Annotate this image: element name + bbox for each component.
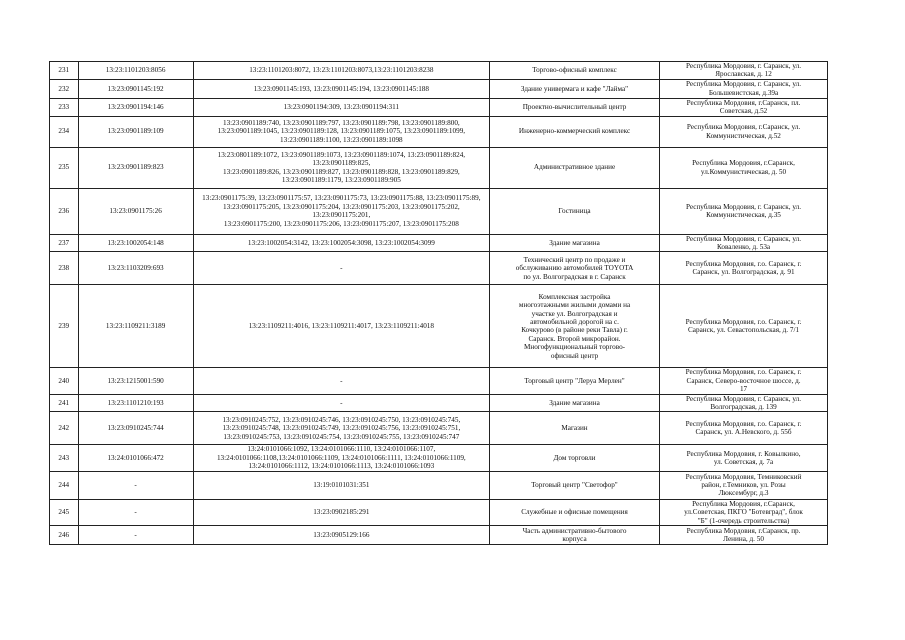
address-line: Республика Мордовия, г.Саранск,	[692, 159, 795, 168]
table-row	[50, 471, 828, 499]
address-line: Саранск, ул. Волгоградская, д. 91	[692, 268, 795, 277]
premises-cadastral-numbers-line: 13:19:0101031:351	[313, 480, 370, 489]
premises-cadastral-numbers	[193, 98, 489, 116]
table-row	[50, 445, 828, 471]
building-name-line: обслуживанию автомобилей TOYOTA	[515, 264, 634, 273]
building-name-line: Проектно-вычислительный центр	[522, 103, 627, 112]
building-name	[489, 445, 659, 471]
premises-cadastral-numbers-line: 13:23:0901145:193, 13:23:0901145:194, 13:23:0901145:188	[253, 84, 429, 93]
address-line: Республика Мордовия, г.о. Саранск, г.	[685, 420, 802, 429]
premises-cadastral-numbers	[193, 234, 489, 252]
address-line: Саранск, ул. Севастопольская, д. 7/1	[688, 326, 800, 335]
address	[660, 79, 828, 98]
address	[660, 116, 828, 147]
building-name-line: многоэтажными жилыми домами на	[518, 301, 631, 310]
premises-cadastral-numbers-line: 13:23:0901175:39, 13:23:0901175:57, 13:23:0901175:73, 13:23:0901175:88, 13:23:0901175:89,	[202, 194, 481, 203]
premises-cadastral-numbers	[193, 188, 489, 234]
address-line: Саранск, ул. А.Невского, д. 55б	[695, 428, 792, 437]
building-name-line: Дом торговли	[553, 453, 596, 462]
row-number: 236	[50, 188, 79, 234]
address-line: Саранск, Северо-восточное шоссе, д.	[686, 376, 801, 385]
cadastral-number: 13:23:1101210:193	[78, 394, 193, 412]
address-line: 17	[739, 385, 748, 394]
address	[660, 188, 828, 234]
table-row	[50, 116, 828, 147]
premises-cadastral-numbers	[193, 252, 489, 285]
premises-cadastral-numbers-line: 13:24:0101066:1092, 13:24:0101066:1110, 13:24:0101066:1107,	[247, 445, 436, 454]
table-row	[50, 147, 828, 188]
address	[660, 445, 828, 471]
cadastral-number: 13:23:1002054:148	[78, 234, 193, 252]
premises-cadastral-numbers	[193, 79, 489, 98]
building-name-line: Здание универмага и кафе "Лайма"	[520, 84, 629, 93]
premises-cadastral-numbers-line: -	[340, 264, 343, 273]
cadastral-number: 13:23:0901189:109	[78, 116, 193, 147]
address-line: Республика Мордовия, г.о. Саранск, г.	[685, 260, 802, 269]
address-line: Советская, д.52	[719, 107, 768, 116]
building-name	[489, 116, 659, 147]
row-number: 233	[50, 98, 79, 116]
cadastral-number: 13:23:0901175:26	[78, 188, 193, 234]
table-row	[50, 188, 828, 234]
premises-cadastral-numbers	[193, 525, 489, 544]
address-line: Республика Мордовия, г. Саранск, ул.	[685, 80, 802, 89]
row-number: 234	[50, 116, 79, 147]
address	[660, 98, 828, 116]
row-number: 240	[50, 368, 79, 394]
building-name	[489, 368, 659, 394]
address-line: ул. Советская, д. 7а	[713, 458, 774, 467]
table-row	[50, 394, 828, 412]
building-name-line: Здание магазина	[549, 238, 600, 247]
premises-cadastral-numbers-line: 13:23:0901189:1045, 13:23:0901189:128, 13:23:0901189:1075, 13:23:0901189:1099,	[217, 127, 466, 136]
cadastral-number: -	[78, 525, 193, 544]
address-line: Республика Мордовия, г.Саранск,	[692, 499, 795, 508]
premises-cadastral-numbers	[193, 62, 489, 80]
address	[660, 234, 828, 252]
table-row	[50, 234, 828, 252]
premises-cadastral-numbers	[193, 445, 489, 471]
table-row	[50, 525, 828, 544]
row-number: 244	[50, 471, 79, 499]
address-line: Коваленко, д. 53а	[716, 243, 771, 252]
table-row	[50, 252, 828, 285]
cadastral-number: 13:23:0901189:823	[78, 147, 193, 188]
cadastral-number: 13:23:0910245:744	[78, 412, 193, 445]
address	[660, 252, 828, 285]
building-name	[489, 471, 659, 499]
premises-cadastral-numbers-line: 13:23:1002054:3142, 13:23:1002054:3098, 13:23:1002054:3099	[247, 238, 435, 247]
premises-cadastral-numbers	[193, 368, 489, 394]
building-name-line: Торговый центр "Леруа Мерлен"	[524, 376, 625, 385]
address-line: Коммунистическая, д.35	[706, 211, 781, 220]
address	[660, 368, 828, 394]
building-name	[489, 412, 659, 445]
building-name	[489, 252, 659, 285]
address-line: Республика Мордовия, Темниковский	[685, 472, 802, 481]
building-name-line: Инженерно-коммерческий комплекс	[518, 127, 631, 136]
address-line: Коммунистическая, д.52	[706, 131, 781, 140]
premises-cadastral-numbers-line: -	[340, 398, 343, 407]
table-row	[50, 412, 828, 445]
address	[660, 412, 828, 445]
building-name-line: Технический центр по продаже и	[523, 255, 626, 264]
row-number: 242	[50, 412, 79, 445]
address-line: Республика Мордовия, г. Саранск, ул.	[685, 234, 802, 243]
address-line: Республика Мордовия, г. Саранск, ул.	[685, 202, 802, 211]
building-name-line: Комплексная застройка	[538, 292, 611, 301]
row-number: 231	[50, 62, 79, 80]
address	[660, 62, 828, 80]
table-row	[50, 499, 828, 525]
premises-cadastral-numbers-line: 13:24:0101066:1112, 13:24:0101066:1113, 13:24:0101066:1093	[248, 462, 435, 471]
address	[660, 471, 828, 499]
cadastral-number: -	[78, 471, 193, 499]
premises-cadastral-numbers-line: 13:23:0901189:1179, 13:23:0901189:905	[281, 176, 401, 185]
premises-cadastral-numbers-line: 13:23:0910245:748, 13:23:0910245:749, 13:23:0910245:756, 13:23:0910245:751,	[222, 424, 461, 433]
address	[660, 525, 828, 544]
building-name	[489, 147, 659, 188]
premises-cadastral-numbers	[193, 394, 489, 412]
address	[660, 394, 828, 412]
address-line: Республика Мордовия, г.о. Саранск, г.	[685, 368, 802, 377]
address-line: Республика Мордовия, г.Саранск, пр.	[686, 526, 801, 535]
cadastral-number: 13:24:0101066:472	[78, 445, 193, 471]
table-row	[50, 79, 828, 98]
building-name	[489, 234, 659, 252]
premises-cadastral-numbers-line: 13:23:0901175:205, 13:23:0901175:204, 13:23:0901175:203, 13:23:0901175:202,	[222, 202, 460, 211]
premises-cadastral-numbers-line: 13:23:0901189:826, 13:23:0901189:827, 13:23:0901189:828, 13:23:0901189:829,	[222, 167, 460, 176]
cadastral-number: 13:23:0901194:146	[78, 98, 193, 116]
building-name	[489, 285, 659, 368]
address-line: район, г.Темников, ул. Розы	[701, 480, 786, 489]
building-name-line: Торговый центр "Светофор"	[531, 480, 618, 489]
building-name-line: Торгово-офисный комплекс	[532, 66, 617, 75]
row-number: 238	[50, 252, 79, 285]
cadastral-number: 13:23:1109211:3189	[78, 285, 193, 368]
premises-cadastral-numbers-line: 13:23:0901175:201,	[312, 211, 371, 220]
premises-cadastral-numbers-line: 13:24:0101066:1108,13:24:0101066:1109, 13:24:0101066:1111, 13:24:0101066:1109,	[216, 453, 466, 462]
premises-cadastral-numbers	[193, 412, 489, 445]
address-line: "Б" (1-очередь строительства)	[697, 516, 790, 525]
row-number: 237	[50, 234, 79, 252]
building-name-line: Часть административно-бытового	[522, 526, 627, 535]
premises-cadastral-numbers-line: 13:23:0801189:1072, 13:23:0901189:1073, 13:23:0901189:1074, 13:23:0901189:824,	[217, 150, 466, 159]
row-number: 232	[50, 79, 79, 98]
address-line: Республика Мордовия, г.о. Саранск, г.	[685, 318, 802, 327]
cadastral-number: 13:23:1215001:590	[78, 368, 193, 394]
building-name-line: Саранск. Второй микрорайон.	[528, 334, 621, 343]
premises-cadastral-numbers-line: 13:23:0901194:309, 13:23:0901194:311	[283, 103, 400, 112]
building-name	[489, 79, 659, 98]
building-name-line: Кочкурово (в районе реки Тавла) г.	[521, 326, 628, 335]
premises-cadastral-numbers-line: 13:23:1101203:8072, 13:23:1101203:8073,13:23:1101203:8238	[249, 66, 434, 75]
premises-cadastral-numbers-line: 13:23:0901189:825,	[312, 159, 371, 168]
address	[660, 285, 828, 368]
premises-cadastral-numbers-line: 13:23:0910245:752, 13:23:0910245:746, 13:23:0910245:750, 13:23:0910245:745,	[222, 415, 461, 424]
row-number: 235	[50, 147, 79, 188]
premises-cadastral-numbers-line: 13:23:0905129:166	[313, 530, 370, 539]
address-line: Ярославская, д. 12	[715, 70, 772, 79]
building-name-line: Здание магазина	[549, 398, 600, 407]
building-name	[489, 98, 659, 116]
building-name-line: корпуса	[562, 534, 587, 543]
premises-cadastral-numbers	[193, 499, 489, 525]
table-row	[50, 62, 828, 80]
building-name	[489, 188, 659, 234]
cadastral-number: 13:23:1103209:693	[78, 252, 193, 285]
premises-cadastral-numbers-line: 13:23:1109211:4016, 13:23:1109211:4017, 13:23:1109211:4018	[248, 322, 434, 331]
building-name-line: офисный центр	[550, 351, 599, 360]
premises-cadastral-numbers-line: -	[340, 376, 343, 385]
registry-table	[49, 61, 828, 545]
building-name	[489, 394, 659, 412]
cadastral-number: 13:23:1101203:8056	[78, 62, 193, 80]
row-number: 245	[50, 499, 79, 525]
premises-cadastral-numbers	[193, 285, 489, 368]
premises-cadastral-numbers-line: 13:23:0901189:1100, 13:23:0901189:1098	[280, 135, 403, 144]
building-name-line: Служебные и офисные помещения	[521, 508, 628, 517]
table-row	[50, 98, 828, 116]
premises-cadastral-numbers	[193, 116, 489, 147]
building-name-line: Многофункциональный торгово-	[523, 343, 626, 352]
building-name-line: Гостиница	[558, 206, 591, 215]
premises-cadastral-numbers-line: 13:23:0910245:753, 13:23:0910245:754, 13:23:0910245:755, 13:23:0910245:747	[223, 432, 460, 441]
building-name	[489, 62, 659, 80]
address-line: Люксембург, д.3	[718, 489, 769, 498]
premises-cadastral-numbers-line: 13:23:0901175:200, 13:23:0901175:206, 13:23:0901175:207, 13:23:0901175:208	[223, 219, 459, 228]
address-line: Ленина, д. 50	[723, 534, 764, 543]
address-line: Большевистская, д.39а	[708, 88, 779, 97]
building-name	[489, 525, 659, 544]
premises-cadastral-numbers	[193, 147, 489, 188]
cadastral-number: 13:23:0901145:192	[78, 79, 193, 98]
registry-table-body	[50, 62, 828, 545]
building-name-line: Административное здание	[533, 163, 616, 172]
cadastral-number: -	[78, 499, 193, 525]
row-number: 246	[50, 525, 79, 544]
address	[660, 499, 828, 525]
premises-cadastral-numbers	[193, 471, 489, 499]
address-line: ул.Коммунистическая, д. 50	[700, 167, 787, 176]
address-line: Республика Мордовия, г. Ковылкино,	[686, 449, 801, 458]
address-line: Республика Мордовия, г.Саранск, ул.	[686, 123, 801, 132]
building-name-line: участке ул. Волгоградская и	[531, 309, 618, 318]
building-name-line: по ул. Волгоградская в г. Саранск	[523, 272, 626, 281]
address	[660, 147, 828, 188]
table-row	[50, 285, 828, 368]
address-line: ул.Советская, ПКГО "Ботевград", блок	[684, 508, 803, 517]
row-number: 241	[50, 394, 79, 412]
address-line: Республика Мордовия, г.Саранск, пл.	[686, 98, 801, 107]
building-name-line: Магазин	[561, 424, 588, 433]
row-number: 243	[50, 445, 79, 471]
table-row	[50, 368, 828, 394]
premises-cadastral-numbers-line: 13:23:0902185:291	[313, 508, 370, 517]
address-line: Республика Мордовия, г. Саранск, ул.	[685, 62, 802, 70]
building-name-line: автомобильной дорогой на с.	[530, 318, 619, 327]
address-line: Республика Мордовия, г. Саранск, ул.	[685, 394, 802, 403]
address-line: Волгоградская, д. 139	[710, 403, 777, 412]
row-number: 239	[50, 285, 79, 368]
building-name	[489, 499, 659, 525]
premises-cadastral-numbers-line: 13:23:0901189:740, 13:23:0901189:797, 13:23:0901189:798, 13:23:0901189:800,	[222, 119, 460, 128]
